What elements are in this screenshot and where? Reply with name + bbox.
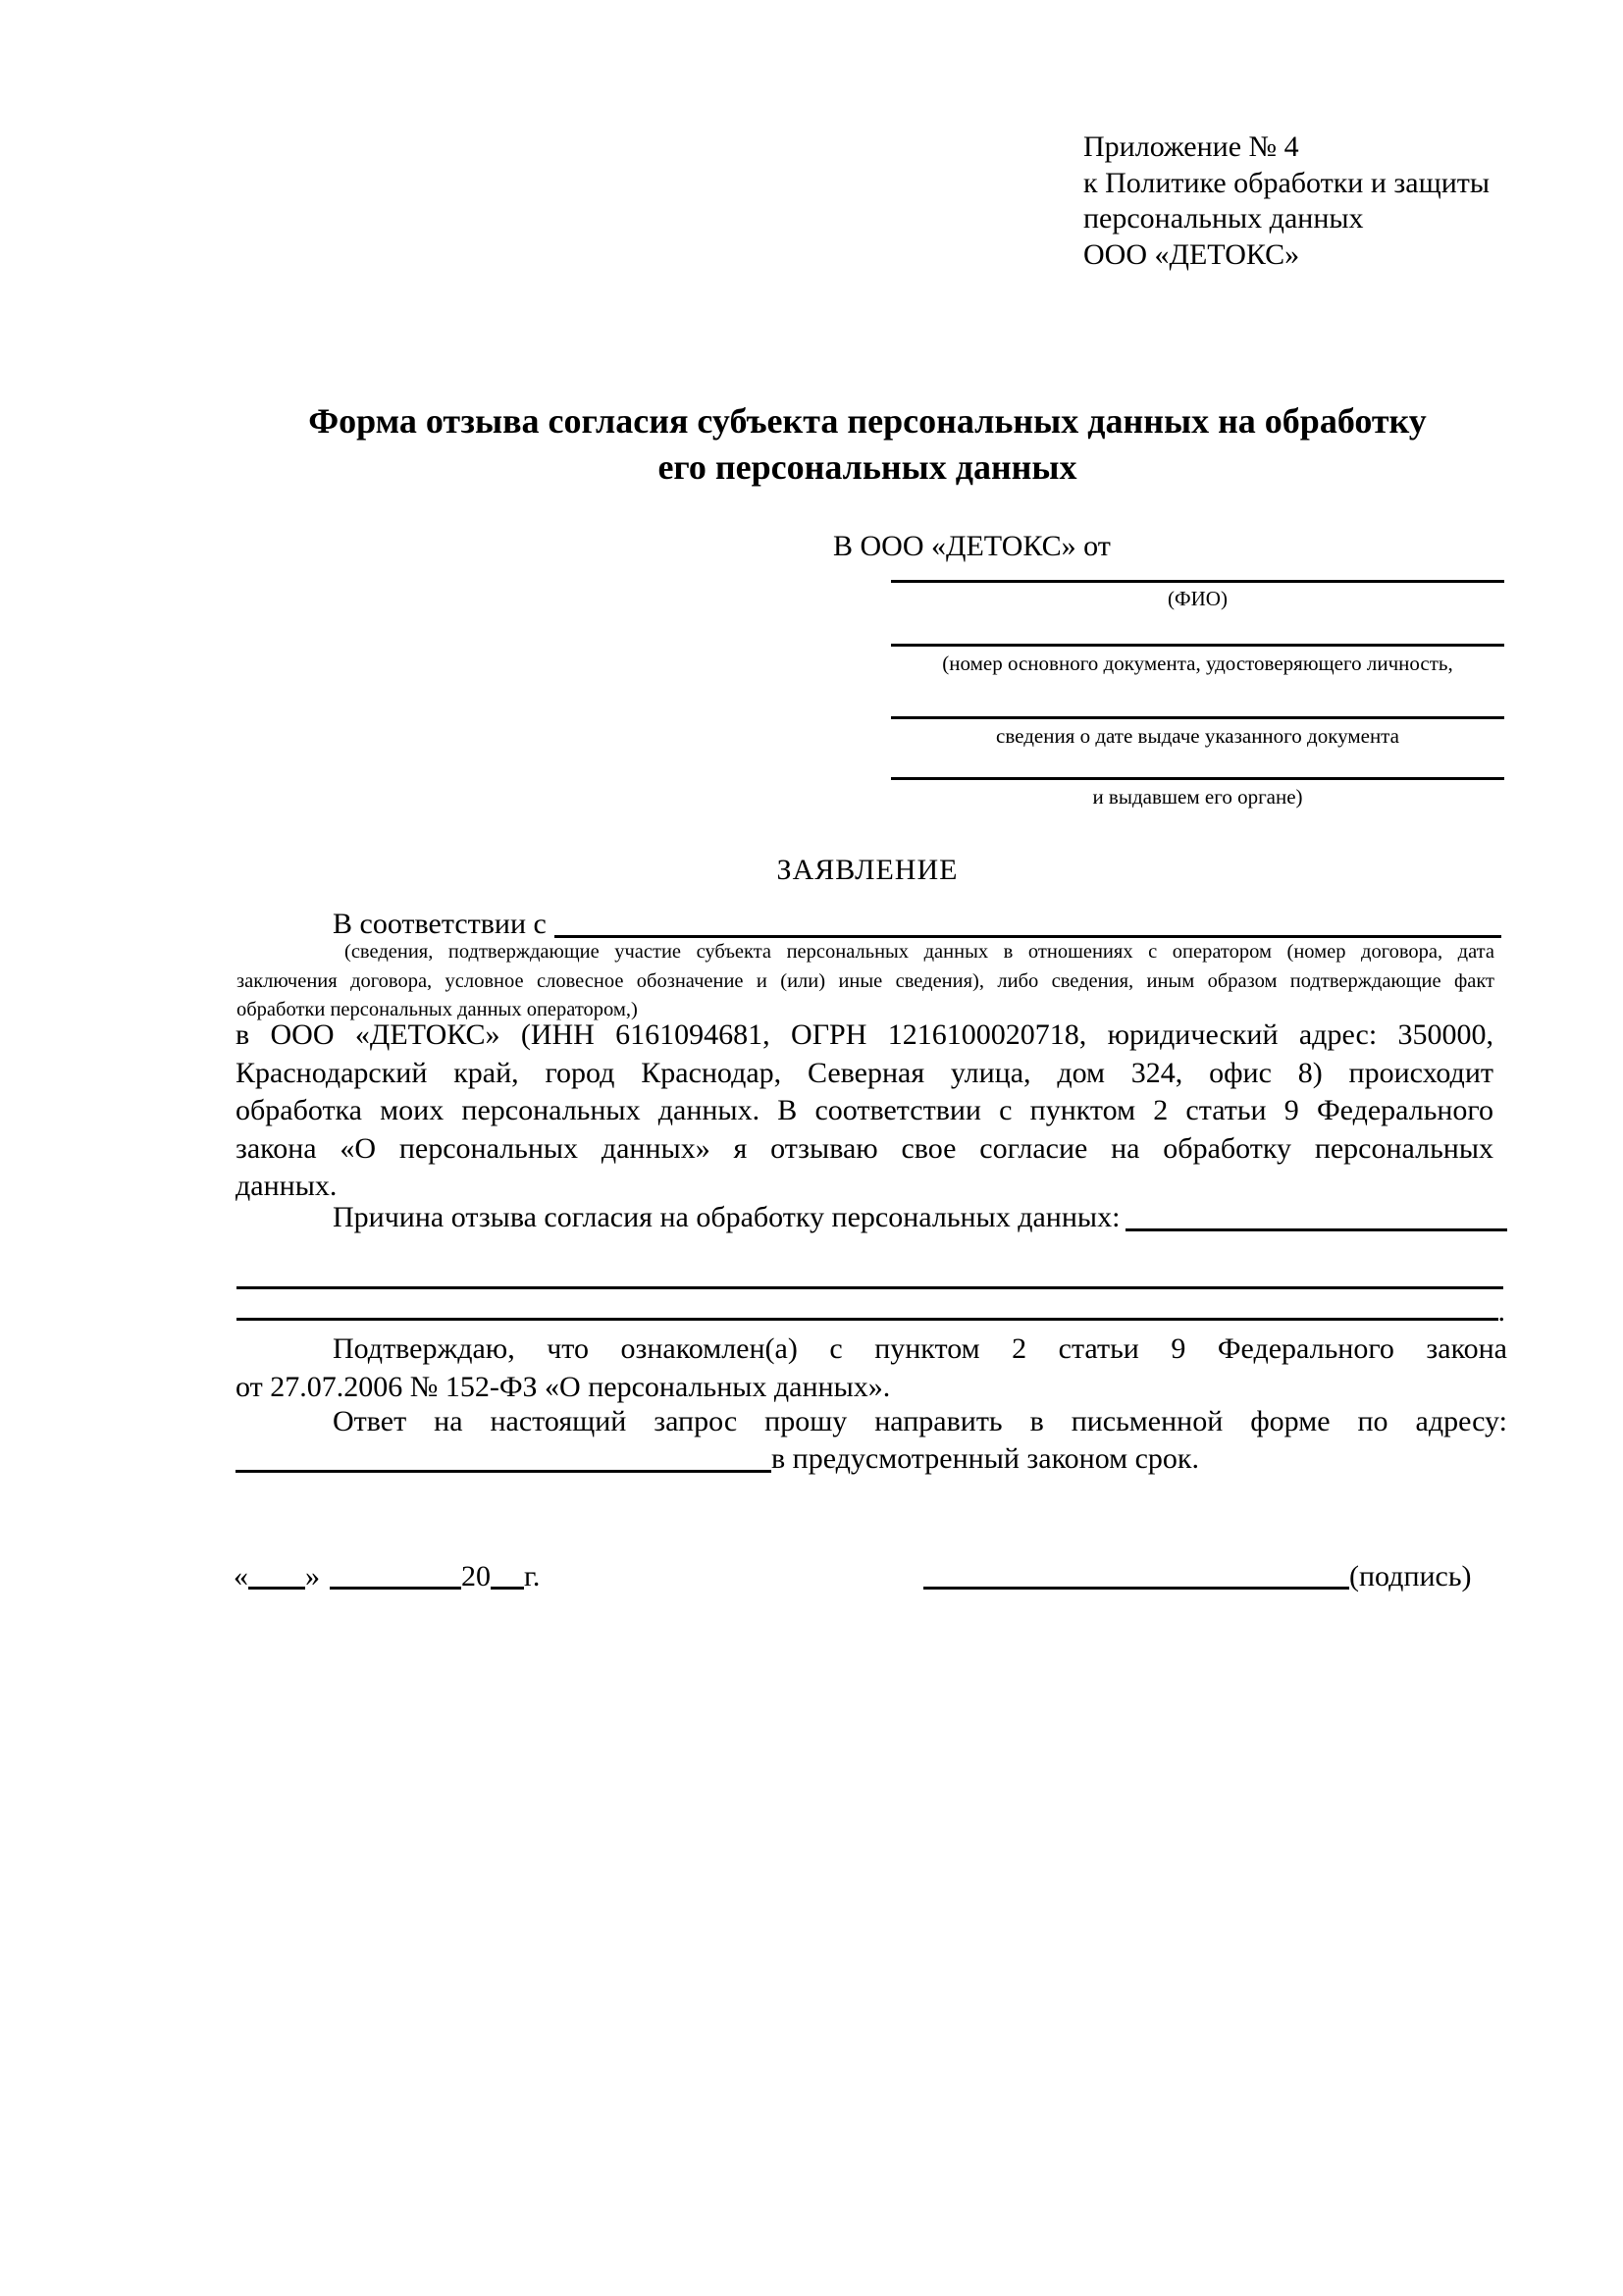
reason-continuation-line-2-row [236,1297,1505,1327]
document-number-caption: (номер основного документа, удостоверяющего личность, [942,652,1453,675]
date-quote-open: « [234,1560,248,1592]
statement-body-line: в ООО «ДЕТОКС» (ИНН 6161094681, ОГРН 1216100020718, юридический адрес: 350000, [236,1018,1493,1051]
basis-label: В соответствии с [333,908,547,940]
signature-field-line[interactable] [923,1587,1349,1590]
addressee-line: В ООО «ДЕТОКС» от [833,530,1111,562]
footnote [236,938,1494,1025]
date-quote-close: » [305,1560,320,1592]
form-title-line: его персональных данных [657,447,1077,487]
signature-caption: (подпись) [1349,1560,1472,1592]
statement-body-line: закона «О персональных данных» я отзываю свое согласие на обработку персональных [236,1131,1493,1165]
footnote-line: обработки персональных данных оператором,) [236,999,638,1020]
form-title [236,398,1499,491]
reason-continuation-line-2[interactable] [236,1318,1498,1321]
reply-suffix: в предусмотренный законом срок. [771,1442,1199,1475]
statement-body-line: данных. [236,1170,338,1202]
year-suffix: г. [524,1560,541,1592]
day-field-line[interactable] [248,1587,305,1590]
form-title-line: Форма отзыва согласия субъекта персональных данных на обработку [308,401,1427,441]
appendix-header [1083,130,1490,273]
reason-field-line[interactable] [1126,1228,1507,1231]
year-field-line[interactable] [491,1587,524,1590]
document-number-field-line[interactable] [891,644,1504,647]
appendix-header-line: Приложение № 4 [1083,130,1299,163]
reason-period: . [1497,1295,1505,1328]
signature-group [923,1558,1472,1595]
footnote-line: (сведения, подтверждающие участие субъекта персональных данных в отношениях с оператором (номер договора, дата [344,941,1494,963]
date-group [234,1558,540,1595]
appendix-header-line: к Политике обработки и защиты [1083,166,1491,199]
fio-field-line[interactable] [891,580,1504,583]
statement-heading: ЗАЯВЛЕНИЕ [776,854,959,886]
appendix-header-line: ООО «ДЕТОКС» [1083,237,1300,271]
confirmation-line: от 27.07.2006 № 152-ФЗ «О персональных данных». [236,1370,891,1403]
issuing-authority-field-line[interactable] [891,777,1504,780]
appendix-header-line: персональных данных [1083,202,1364,235]
reason-row [333,1199,1507,1236]
issue-date-caption: сведения о дате выдаче указанного документа [996,724,1399,748]
statement-body-line: Краснодарский край, город Краснодар, Северная улица, дом 324, офис 8) происходит [236,1056,1493,1089]
footnote-line: заключения договора, условное словесное обозначение и (или) иные сведения), либо сведения, иным образом подтверждающие факт [236,969,1494,992]
confirmation-paragraph [236,1331,1507,1406]
fio-caption: (ФИО) [1168,587,1228,610]
reason-label: Причина отзыва согласия на обработку персональных данных: [333,1201,1121,1233]
reason-continuation-line-1[interactable] [236,1286,1503,1289]
reply-address-row [236,1440,1507,1478]
statement-body-line: обработка моих персональных данных. В соответствии с пунктом 2 статьи 9 Федерального [236,1094,1493,1126]
reply-request-line: Ответ на настоящий запрос прошу направить в письменной форме по адресу: [333,1405,1507,1437]
issue-date-field-line[interactable] [891,716,1504,719]
year-century: 20 [461,1560,491,1592]
month-field-line[interactable] [330,1587,461,1590]
confirmation-line: Подтверждаю, что ознакомлен(а) с пунктом 2 статьи 9 Федерального закона [333,1332,1507,1365]
reply-address-field-line[interactable] [236,1470,771,1473]
issuing-authority-caption: и выдавшем его органе) [1092,785,1303,809]
statement-body [236,1017,1493,1206]
